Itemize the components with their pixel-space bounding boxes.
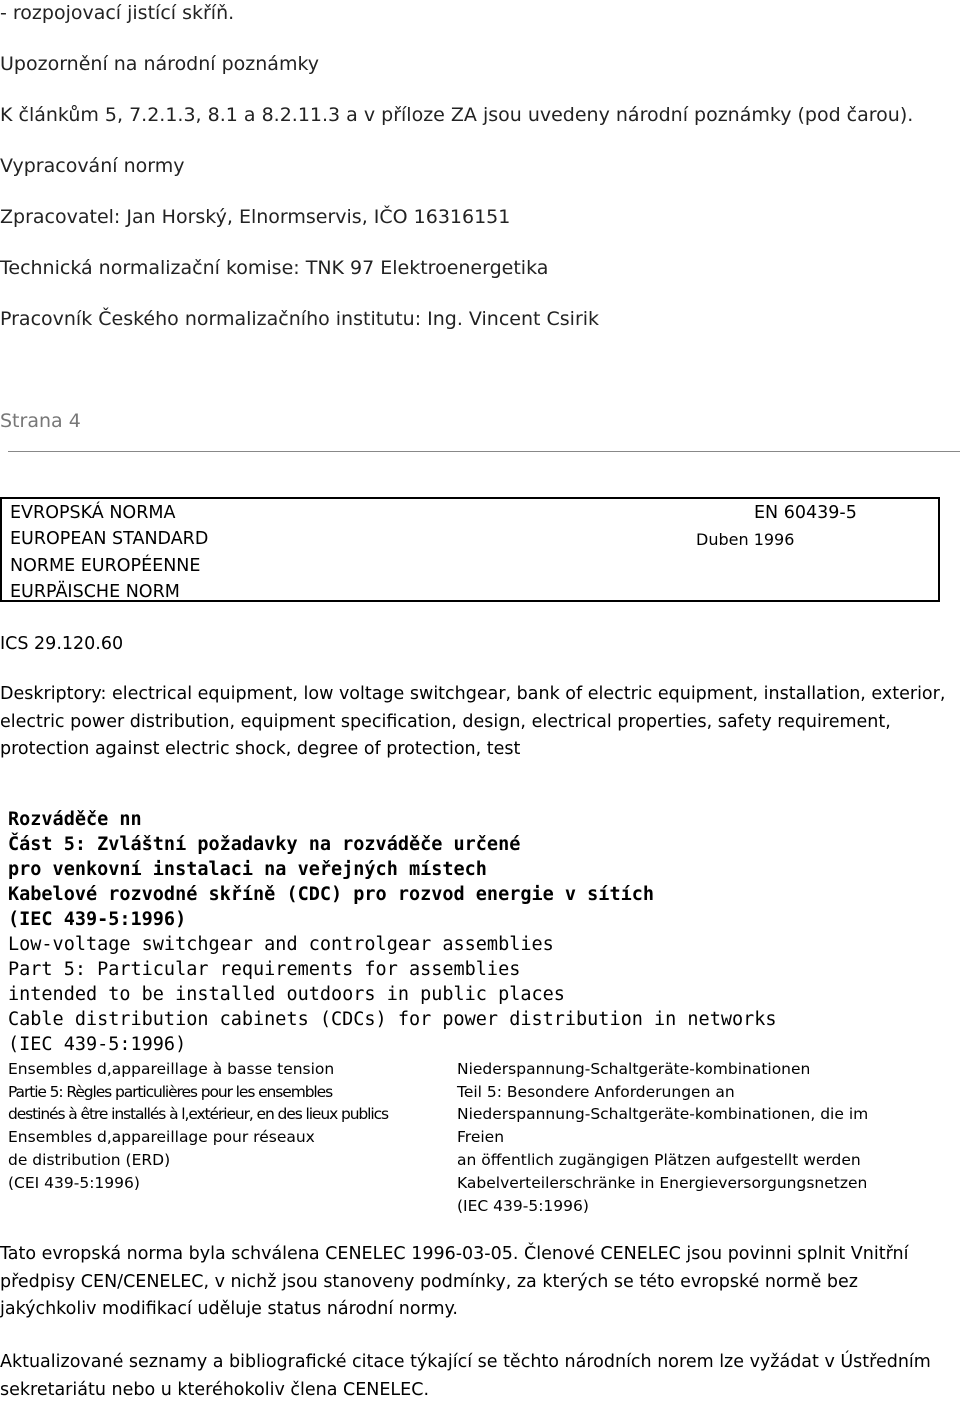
descriptors-paragraph: Deskriptory: electrical equipment, low voltage switchgear, bank of electric equipment, installation, exterior, electric power distribution, equipment specification, design, electrical properties, safety requirement, protection against electric shock, degree of protection, test [0,684,946,759]
norm-title-cz: EVROPSKÁ NORMA [10,503,176,523]
norm-code: EN 60439-5 [754,503,857,523]
preparation-heading: Vypracování normy [0,155,185,177]
notes-text: K článkům 5, 7.2.1.3, 8.1 a 8.2.11.3 a v příloze ZA jsou uvedeny národní poznámky (pod čarou). [0,104,914,126]
title-en-line: Low-voltage switchgear and controlgear assemblies [8,934,554,955]
title-en-line: Cable distribution cabinets (CDCs) for power distribution in networks [8,1009,777,1030]
title-cz-line: Kabelové rozvodné skříně (CDC) pro rozvod energie v sítích [8,884,655,905]
title-fr-line: Ensembles d,appareillage pour réseaux [8,1128,315,1146]
preparer-line: Zpracovatel: Jan Horský, Elnormservis, IČO 16316151 [0,206,511,228]
page-divider [8,451,960,452]
title-de-line: Freien [457,1128,505,1146]
title-fr-line: (CEI 439-5:1996) [8,1174,140,1192]
title-cz-line: (IEC 439-5:1996) [8,909,187,930]
updates-paragraph: Aktualizované seznamy a bibliografické citace týkající se těchto národních norem lze vyžádat v Ústředním sekretariátu nebo u kteréhokoliv člena CENELEC. [0,1352,931,1400]
title-fr-line: Partie 5: Règles particulières pour les ensembles [8,1083,333,1101]
title-fr-line: Ensembles d,appareillage à basse tension [8,1060,335,1078]
title-de-line: Kabelverteilerschränke in Energieversorgungsnetzen [457,1174,868,1192]
norm-header-box [0,497,940,602]
title-de-line: an öffentlich zugängigen Plätzen aufgestellt werden [457,1151,861,1169]
page-label: Strana 4 [0,410,81,432]
title-de-line: Teil 5: Besondere Anforderungen an [457,1083,735,1101]
title-de-line: (IEC 439-5:1996) [457,1197,589,1215]
notes-heading: Upozornění na národní poznámky [0,53,320,75]
committee-line: Technická normalizační komise: TNK 97 Elektroenergetika [0,257,549,279]
approval-paragraph: Tato evropská norma byla schválena CENELEC 1996-03-05. Členové CENELEC jsou povinni splnit Vnitřní předpisy CEN/CENELEC, v nichž jsou stanoveny podmínky, za kterých se této evropské normě bez jakýchkoliv modifikací uděluje status národní normy. [0,1244,909,1319]
title-en-line: intended to be installed outdoors in public places [8,984,565,1005]
title-de-line: Niederspannung-Schaltgeräte-kombinationen, die im [457,1105,869,1123]
dash-item: - rozpojovací jistící skříň. [0,2,235,24]
norm-title-de: EURPÄISCHE NORM [10,582,180,602]
title-fr-line: destinés à être installés à l,extérieur, en des lieux publics [8,1105,388,1123]
norm-title-fr: NORME EUROPÉENNE [10,556,201,576]
title-de-line: Niederspannung-Schaltgeräte-kombinationen [457,1060,811,1078]
ics-code: ICS 29.120.60 [0,634,124,654]
title-cz-line: Část 5: Zvláštní požadavky na rozváděče určené [8,834,521,855]
norm-date: Duben 1996 [696,530,795,549]
norm-title-en: EUROPEAN STANDARD [10,529,209,549]
title-fr-line: de distribution (ERD) [8,1151,171,1169]
title-cz-line: pro venkovní instalaci na veřejných místech [8,859,487,880]
title-cz-line: Rozváděče nn [8,809,142,830]
institute-line: Pracovník Českého normalizačního institutu: Ing. Vincent Csirik [0,308,600,330]
title-en-line: (IEC 439-5:1996) [8,1034,187,1055]
title-en-line: Part 5: Particular requirements for assemblies [8,959,521,980]
